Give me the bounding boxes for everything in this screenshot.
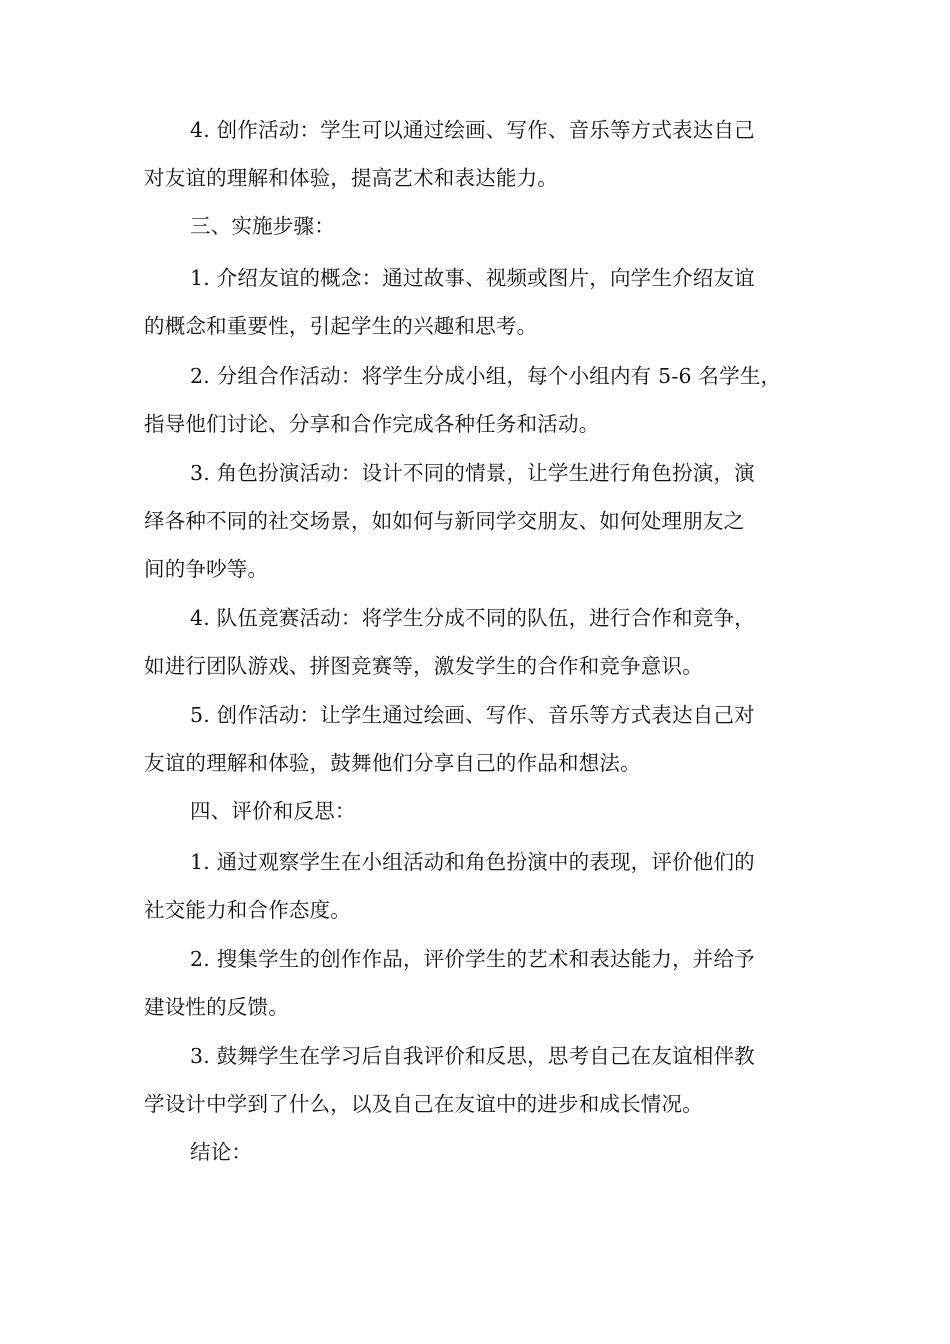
paragraph-evaluation-works (144, 935, 814, 1031)
text-line: 4. 队伍竞赛活动：将学生分成不同的队伍，进行合作和竞争， (190, 606, 755, 630)
text-line: 3. 角色扮演活动：设计不同的情景，让学生进行角色扮演，演 (190, 461, 755, 485)
text-line: 2. 分组合作活动：将学生分成小组，每个小组内有 5-6 名学生， (190, 364, 782, 388)
paragraph-step-group-cooperation (144, 352, 814, 448)
text-line: 如进行团队游戏、拼图竞赛等，激发学生的合作和竞争意识。 (144, 654, 703, 678)
text-line: 1. 介绍友谊的概念：通过故事、视频或图片，向学生介绍友谊 (190, 266, 755, 290)
paragraph-step-team-competition (144, 594, 814, 690)
paragraph-step-introduce-friendship (144, 254, 814, 350)
text-line: 2. 搜集学生的创作作品，评价学生的艺术和表达能力，并给予 (190, 947, 755, 971)
text-line: 友谊的理解和体验，鼓舞他们分享自己的作品和想法。 (144, 751, 641, 775)
section-heading-evaluation-reflection (144, 787, 814, 835)
heading-text: 四、评价和反思： (190, 799, 356, 823)
text-line: 4. 创作活动：学生可以通过绘画、写作、音乐等方式表达自己 (190, 118, 755, 142)
heading-text: 结论： (190, 1140, 253, 1164)
text-line: 指导他们讨论、分享和合作完成各种任务和活动。 (144, 412, 600, 436)
text-line: 的概念和重要性，引起学生的兴趣和思考。 (144, 314, 538, 338)
paragraph-creative-activity-goal (144, 106, 814, 202)
section-heading-conclusion (144, 1128, 814, 1176)
paragraph-evaluation-observation (144, 838, 814, 934)
text-line: 1. 通过观察学生在小组活动和角色扮演中的表现，评价他们的 (190, 850, 755, 874)
text-line: 社交能力和合作态度。 (144, 898, 351, 922)
text-line: 间的争吵等。 (144, 557, 269, 581)
text-line: 建设性的反馈。 (144, 995, 289, 1019)
paragraph-step-creative-activity (144, 691, 814, 787)
text-line: 绎各种不同的社交场景，如如何与新同学交朋友、如何处理朋友之 (144, 509, 745, 533)
text-line: 对友谊的理解和体验，提高艺术和表达能力。 (144, 166, 558, 190)
text-line: 学设计中学到了什么，以及自己在友谊中的进步和成长情况。 (144, 1092, 703, 1116)
paragraph-evaluation-self-reflection (144, 1032, 814, 1128)
section-heading-implementation-steps (144, 202, 814, 250)
text-line: 5. 创作活动：让学生通过绘画、写作、音乐等方式表达自己对 (190, 703, 755, 727)
text-line: 3. 鼓舞学生在学习后自我评价和反思，思考自己在友谊相伴教 (190, 1044, 755, 1068)
heading-text: 三、实施步骤： (190, 214, 335, 238)
paragraph-step-role-play (144, 449, 814, 593)
